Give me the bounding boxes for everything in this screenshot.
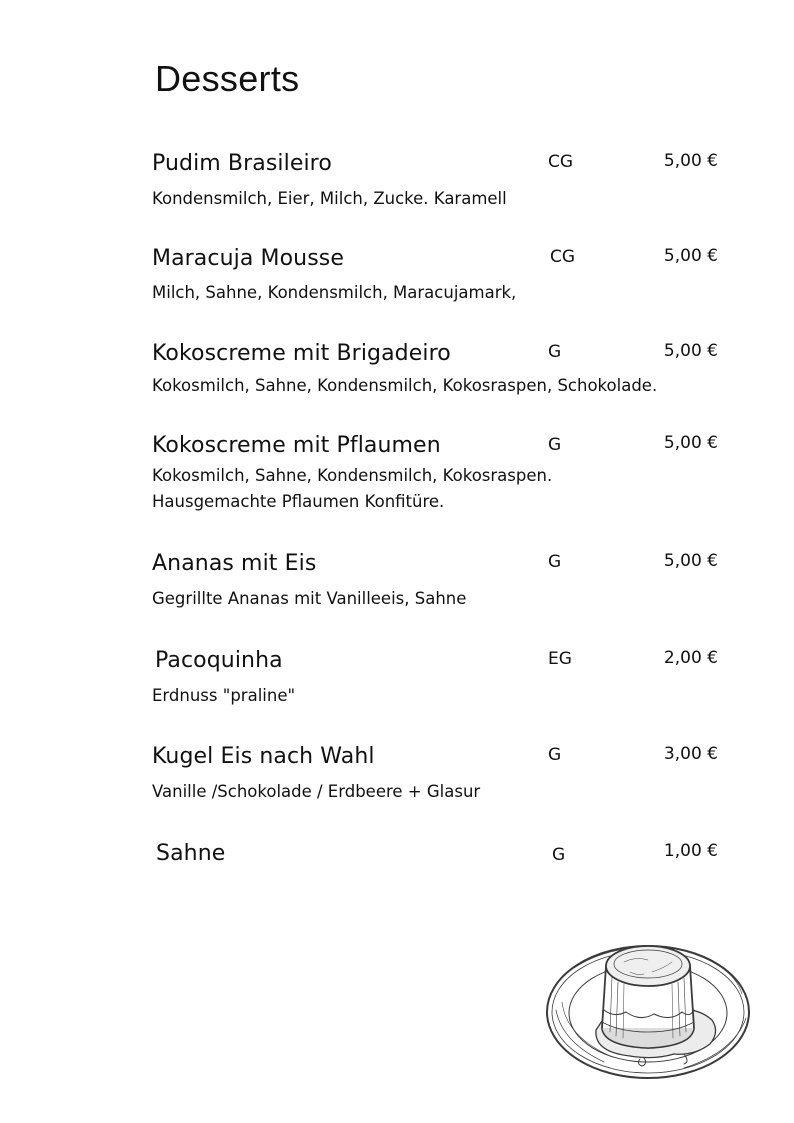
item-allergen-code: G bbox=[548, 342, 562, 362]
item-description-line: Hausgemachte Pflaumen Konfitüre. bbox=[152, 492, 445, 511]
item-allergen-code: EG bbox=[548, 649, 572, 669]
item-description bbox=[152, 186, 507, 212]
item-price: 2,00 € bbox=[663, 648, 718, 668]
item-name: Kokoscreme mit Brigadeiro bbox=[152, 341, 451, 366]
item-name: Sahne bbox=[156, 841, 226, 866]
item-description-line: Kokosmilch, Sahne, Kondensmilch, Kokosraspen, Schokolade. bbox=[152, 376, 658, 395]
item-description-line: Erdnuss "praline" bbox=[152, 686, 296, 705]
item-description-line: Milch, Sahne, Kondensmilch, Maracujamark, bbox=[152, 283, 517, 302]
item-price: 1,00 € bbox=[663, 841, 718, 861]
menu-title: Desserts bbox=[155, 58, 300, 99]
item-name: Pudim Brasileiro bbox=[152, 151, 332, 176]
flan-dessert-icon bbox=[544, 932, 756, 1084]
item-price: 5,00 € bbox=[663, 551, 718, 571]
item-name: Kugel Eis nach Wahl bbox=[152, 744, 375, 769]
item-description-line: Vanille /Schokolade / Erdbeere + Glasur bbox=[152, 782, 481, 801]
item-allergen-code: CG bbox=[548, 152, 574, 172]
item-description bbox=[152, 779, 480, 805]
item-price: 5,00 € bbox=[663, 151, 718, 171]
item-price: 3,00 € bbox=[663, 744, 718, 764]
item-description-line: Kokosmilch, Sahne, Kondensmilch, Kokosraspen. bbox=[152, 466, 553, 485]
item-name: Ananas mit Eis bbox=[152, 551, 317, 576]
item-price: 5,00 € bbox=[663, 433, 718, 453]
item-description-line: Gegrillte Ananas mit Vanilleeis, Sahne bbox=[152, 589, 467, 608]
item-price: 5,00 € bbox=[663, 246, 718, 266]
item-description bbox=[152, 586, 466, 612]
item-name: Kokoscreme mit Pflaumen bbox=[152, 433, 441, 458]
item-allergen-code: CG bbox=[550, 247, 576, 267]
item-name: Pacoquinha bbox=[155, 648, 283, 673]
item-name: Maracuja Mousse bbox=[152, 246, 344, 271]
item-description bbox=[152, 373, 657, 399]
item-description bbox=[152, 280, 516, 306]
item-description bbox=[152, 463, 552, 515]
item-allergen-code: G bbox=[548, 552, 562, 572]
item-allergen-code: G bbox=[552, 845, 566, 865]
item-price: 5,00 € bbox=[663, 341, 718, 361]
item-description bbox=[152, 683, 295, 709]
item-allergen-code: G bbox=[548, 435, 562, 455]
item-description-line: Kondensmilch, Eier, Milch, Zucke. Karamell bbox=[152, 189, 507, 208]
item-allergen-code: G bbox=[548, 745, 562, 765]
